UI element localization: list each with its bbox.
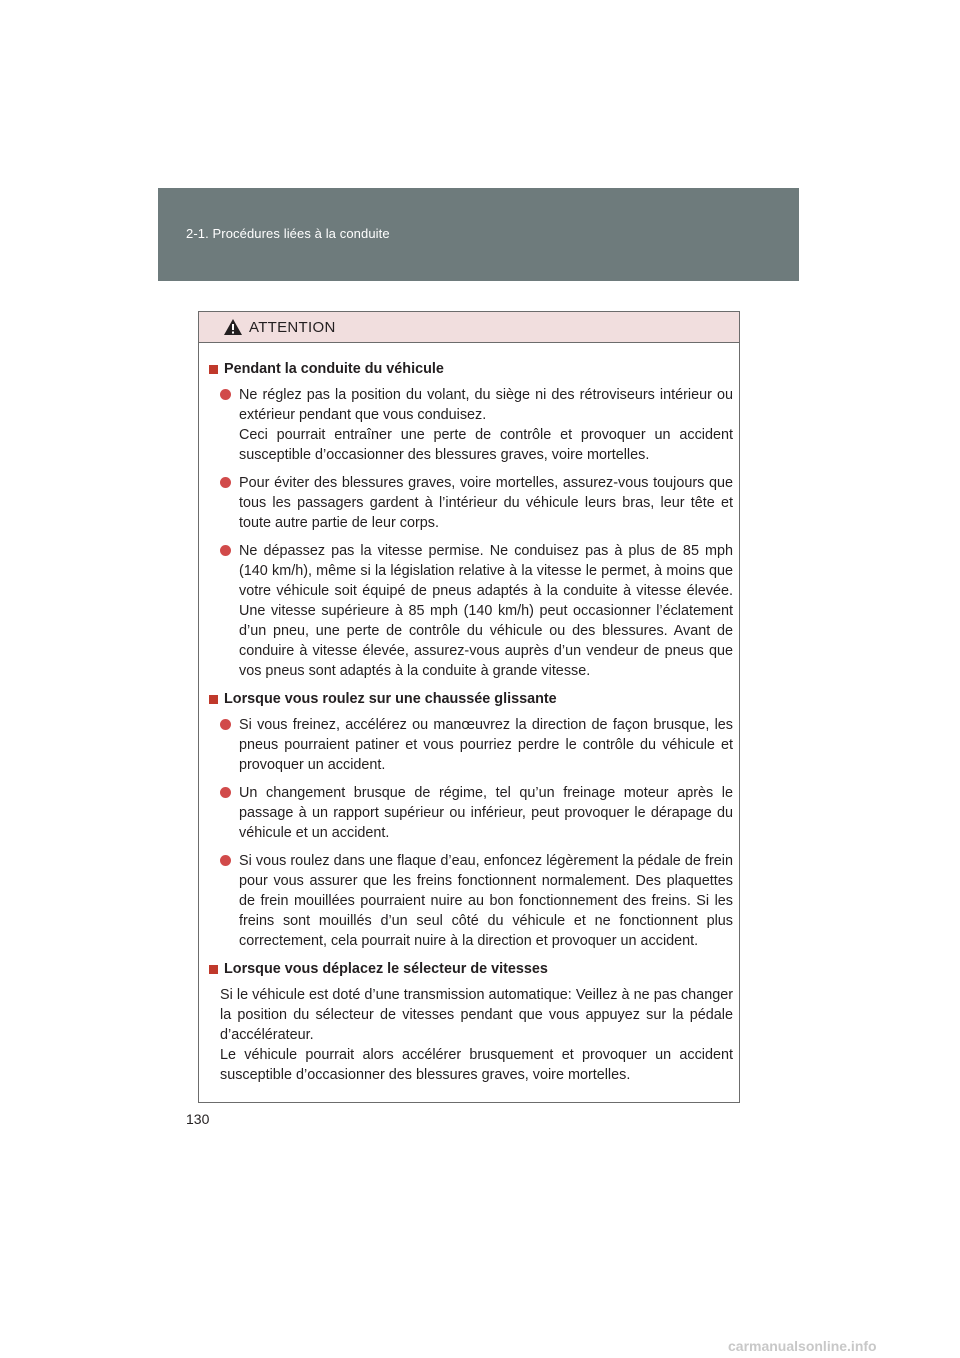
- selector-paragraphs: [209, 985, 733, 1085]
- paragraph: Si vous freinez, accélérez ou manœuvrez la direction de façon brusque, les pneus pourraient patiner et vous pourriez perdre le contrôle du véhicule et provoquer un accident.: [239, 717, 733, 773]
- square-bullet-icon: [209, 965, 218, 974]
- round-bullet-icon: [220, 477, 231, 488]
- section-title: 2-1. Procédures liées à la conduite: [186, 226, 390, 241]
- square-bullet-icon: [209, 365, 218, 374]
- page-number: 130: [186, 1111, 210, 1127]
- paragraph: Ne réglez pas la position du volant, du siège ni des rétroviseurs intérieur ou extérieur pendant que vous conduisez.: [239, 387, 733, 423]
- paragraph: Ne dépassez pas la vitesse permise. Ne conduisez pas à plus de 85 mph (140 km/h), même si la législation relative à la vitesse le permet, à moins que votre véhicule soit équipé de pneus adaptés à la conduite à vitesse élevée. Une vitesse supérieure à 85 mph (140 km/h) peut occasionner l’éclatement d’un pneu, une perte de contrôle du véhicule ou des blessures. Avant de conduire à vitesse élevée, assurez-vous auprès d’un vendeur de pneus que vos pneus sont adaptés à la conduite à grande vitesse.: [239, 543, 733, 679]
- list-item: [209, 541, 733, 681]
- paragraph: Ceci pourrait entraîner une perte de contrôle et provoquer un accident susceptible d’occasionner des blessures graves, voire mortelles.: [239, 427, 733, 463]
- list-item: [209, 851, 733, 951]
- round-bullet-icon: [220, 545, 231, 556]
- warning-triangle-icon: [223, 318, 243, 336]
- watermark: carmanualsonline.info: [728, 1338, 877, 1354]
- section-heading-selector: [209, 959, 733, 979]
- round-bullet-icon: [220, 787, 231, 798]
- heading-text: Pendant la conduite du véhicule: [224, 361, 444, 377]
- list-item: [209, 715, 733, 775]
- paragraph: Si vous roulez dans une flaque d’eau, enfoncez légèrement la pédale de frein pour vous assurer que les freins fonctionnent normalement. Des plaquettes de frein mouillées pourraient nuire au bon fonctionnement des freins. Si les freins sont mouillés d’un seul côté du véhicule et ne fonctionnent plus correctement, cela pourrait nuire à la direction et provoquer un accident.: [239, 853, 733, 949]
- heading-text: Lorsque vous roulez sur une chaussée glissante: [224, 691, 557, 707]
- paragraph: Si le véhicule est doté d’une transmission automatique: Veillez à ne pas changer la position du sélecteur de vitesses pendant que vous appuyez sur la pédale d’accélérateur.: [220, 987, 733, 1043]
- heading-text: Lorsque vous déplacez le sélecteur de vitesses: [224, 961, 548, 977]
- round-bullet-icon: [220, 389, 231, 400]
- round-bullet-icon: [220, 719, 231, 730]
- warning-body: [199, 343, 739, 1085]
- section-header-band: [158, 188, 799, 281]
- warning-box: [198, 311, 740, 1103]
- paragraph: Pour éviter des blessures graves, voire mortelles, assurez-vous toujours que tous les passagers gardent à l’intérieur du véhicule leurs bras, leur tête et toute autre partie de leur corps.: [239, 475, 733, 531]
- list-item: [209, 783, 733, 843]
- warning-header: [199, 312, 739, 343]
- paragraph: Un changement brusque de régime, tel qu’un freinage moteur après le passage à un rapport supérieur ou inférieur, peut provoquer le dérapage du véhicule et un accident.: [239, 785, 733, 841]
- section-heading-driving: [209, 359, 733, 379]
- warning-title: ATTENTION: [249, 318, 336, 336]
- section-heading-slippery: [209, 689, 733, 709]
- list-item: [209, 473, 733, 533]
- round-bullet-icon: [220, 855, 231, 866]
- square-bullet-icon: [209, 695, 218, 704]
- list-item: [209, 385, 733, 465]
- paragraph: Le véhicule pourrait alors accélérer brusquement et provoquer un accident susceptible d’occasionner des blessures graves, voire mortelles.: [220, 1047, 733, 1083]
